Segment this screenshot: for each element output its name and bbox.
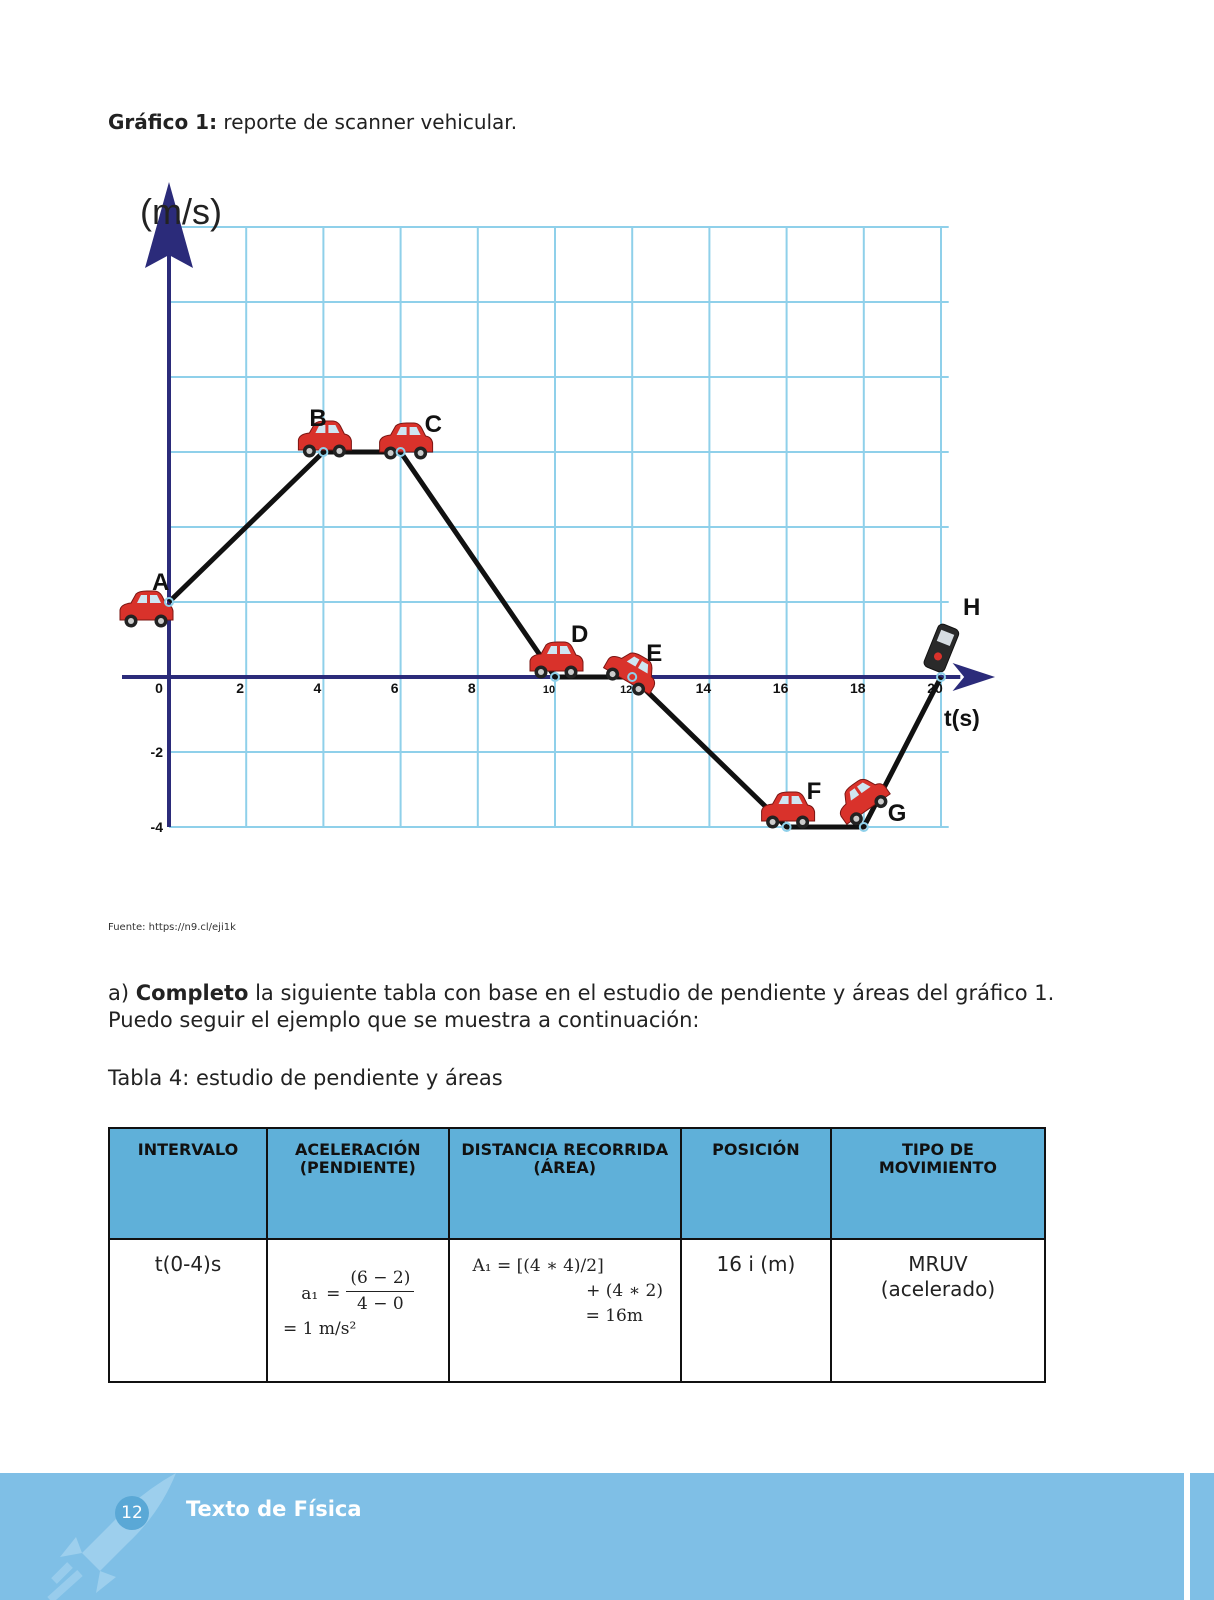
- x-tick-label: 12: [620, 684, 633, 696]
- table-title: Tabla 4: estudio de pendiente y áreas: [108, 1066, 503, 1090]
- caption-text: reporte de scanner vehicular.: [217, 110, 518, 134]
- page-number: 12: [115, 1496, 149, 1530]
- car-icon-g: [830, 770, 894, 830]
- x-tick-label: 14: [695, 680, 712, 696]
- source-note: Fuente: https://n9.cl/eji1k: [108, 922, 236, 933]
- x-axis-label: t(s): [944, 705, 980, 731]
- cell-movement-type: MRUV (acelerado): [831, 1239, 1045, 1382]
- y-tick-label: -4: [150, 819, 163, 835]
- x-tick-label: 16: [772, 680, 789, 696]
- instruction-text: [108, 980, 1068, 1034]
- footer-edge: [1184, 1473, 1190, 1600]
- accel-result: = 1 m/s²: [283, 1319, 357, 1339]
- x-tick-label: 20: [927, 680, 943, 696]
- caption-label: Gráfico 1:: [108, 110, 218, 134]
- table-header-row: [109, 1128, 1045, 1239]
- rocket-icon: [40, 1473, 180, 1600]
- x-tick-label: 6: [390, 680, 399, 696]
- header-movement-type: TIPO DE MOVIMIENTO: [831, 1128, 1045, 1239]
- header-acceleration: ACELERACIÓN (PENDIENTE): [267, 1128, 448, 1239]
- book-title: Texto de Física: [186, 1497, 362, 1521]
- area-line1: A₁ = [(4 ∗ 4)/2]: [472, 1256, 604, 1276]
- area-line2: + (4 ∗ 2): [586, 1281, 663, 1301]
- x-tick-label: 10: [542, 684, 556, 696]
- x-tick-label: 18: [850, 680, 866, 696]
- x-tick-label: 2: [236, 680, 245, 696]
- cell-acceleration: [267, 1239, 448, 1382]
- cell-interval: t(0-4)s: [109, 1239, 267, 1382]
- point-label-g: G: [887, 800, 907, 827]
- header-distance: DISTANCIA RECORRIDA (ÁREA): [449, 1128, 681, 1239]
- car-icon-a: [120, 591, 173, 628]
- cell-position: 16 i (m): [681, 1239, 831, 1382]
- y-axis-label: (m/s): [140, 191, 222, 232]
- point-label-f: F: [806, 778, 822, 805]
- scanner-device-icon: [923, 623, 961, 674]
- area-line3: = 16m: [585, 1306, 643, 1326]
- accel-lhs: a₁: [301, 1284, 319, 1304]
- instruction-prefix: a): [108, 981, 136, 1005]
- point-label-h: H: [963, 594, 981, 621]
- x-tick-label: 8: [467, 680, 476, 696]
- accel-numerator: (6 − 2): [346, 1266, 414, 1292]
- header-position: POSICIÓN: [681, 1128, 831, 1239]
- point-label-e: E: [646, 640, 663, 667]
- point-label-b: B: [309, 405, 327, 432]
- accel-denominator: 4 − 0: [357, 1294, 404, 1314]
- point-label-d: D: [571, 621, 589, 648]
- page-footer: [0, 1473, 1214, 1600]
- slope-area-table: [108, 1127, 1046, 1383]
- x-tick-label: 4: [313, 680, 322, 696]
- header-interval: INTERVALO: [109, 1128, 267, 1239]
- point-label-a: A: [152, 569, 170, 596]
- instruction-body: la siguiente tabla con base en el estudio de pendiente y áreas del gráfico 1. Puedo seguir el ejemplo que se muestra a continuación:: [108, 981, 1055, 1032]
- cell-area: [449, 1239, 681, 1382]
- table-row: [109, 1239, 1045, 1382]
- point-label-c: C: [424, 411, 442, 438]
- accel-eq: =: [326, 1284, 341, 1304]
- x-tick-label: 0: [155, 680, 163, 696]
- y-tick-label: -2: [150, 744, 163, 760]
- instruction-verb: Completo: [135, 981, 249, 1005]
